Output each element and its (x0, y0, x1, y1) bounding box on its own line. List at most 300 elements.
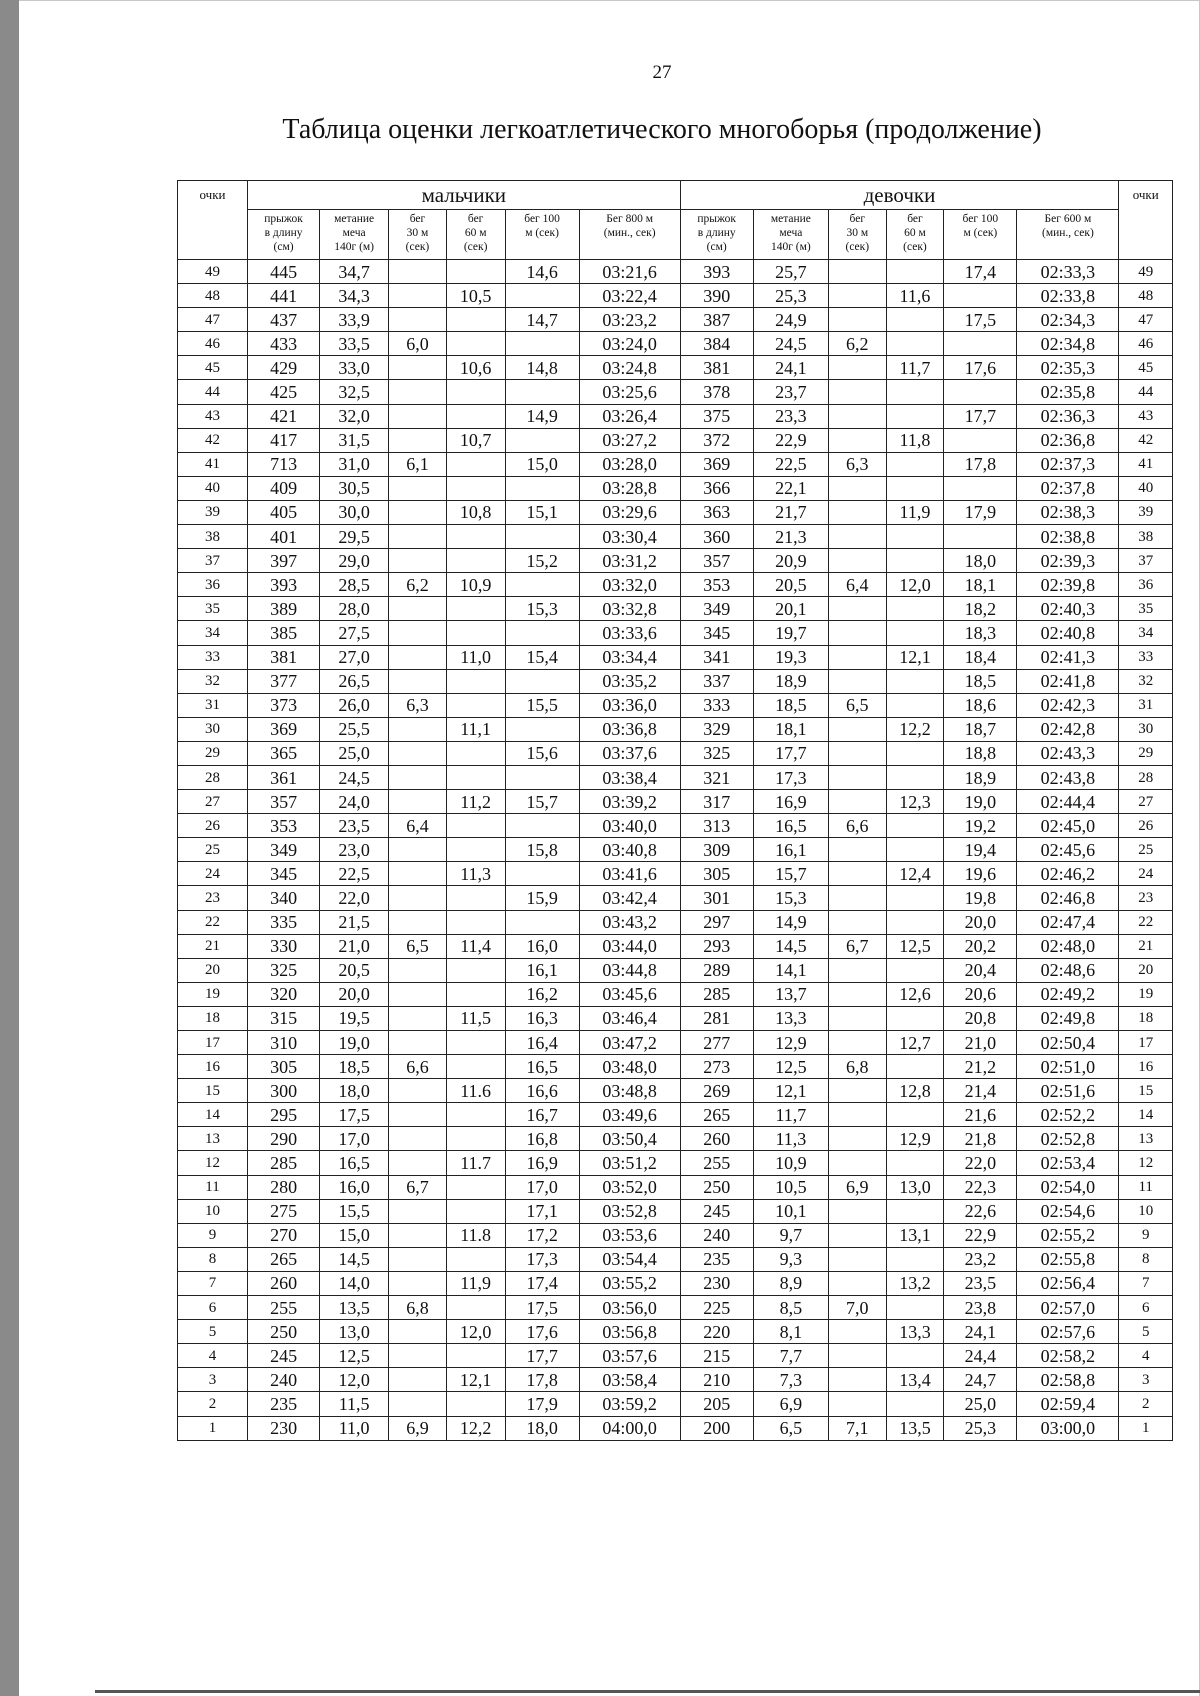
boys-run-30m (389, 476, 447, 500)
boys-run-60m (446, 982, 505, 1006)
boys-ball-throw: 33,9 (320, 308, 389, 332)
score-cell: 44 (1119, 380, 1173, 404)
girls-ball-throw: 7,7 (753, 1344, 828, 1368)
table-row (178, 1223, 1173, 1247)
score-cell: 18 (178, 1006, 248, 1030)
boys-run-100m: 16,8 (505, 1127, 579, 1151)
boys-run-800m: 03:27,2 (579, 428, 680, 452)
girls-run-60m (886, 765, 944, 789)
score-cell: 47 (1119, 308, 1173, 332)
girls-run-100m: 20,2 (944, 934, 1017, 958)
girls-run-30m (828, 790, 886, 814)
boys-long-jump: 401 (248, 525, 320, 549)
table-row (178, 1175, 1173, 1199)
girls-run-60m (886, 741, 944, 765)
score-cell: 39 (178, 500, 248, 524)
score-header-left: очки (178, 181, 248, 260)
girls-ball-throw: 11,7 (753, 1103, 828, 1127)
boys-run-800m: 03:35,2 (579, 669, 680, 693)
score-cell: 12 (178, 1151, 248, 1175)
girls-long-jump: 273 (680, 1055, 753, 1079)
boys-run-800m: 03:58,4 (579, 1368, 680, 1392)
girls-run-30m (828, 669, 886, 693)
table-row (178, 380, 1173, 404)
girls-ball-throw: 16,5 (753, 814, 828, 838)
boys-run-800m: 03:32,0 (579, 573, 680, 597)
girls-long-jump: 387 (680, 308, 753, 332)
column-header-line: м (сек) (963, 227, 998, 239)
girls-long-jump: 313 (680, 814, 753, 838)
column-header-line: 60 м (464, 227, 487, 239)
score-cell: 6 (178, 1296, 248, 1320)
boys-long-jump: 433 (248, 332, 320, 356)
girls-run-60m: 12,3 (886, 790, 944, 814)
girls-run-100m: 18,6 (944, 693, 1017, 717)
boys-run-100m: 15,8 (505, 838, 579, 862)
score-cell: 7 (178, 1271, 248, 1295)
score-cell: 33 (1119, 645, 1173, 669)
girls-ball-throw: 14,9 (753, 910, 828, 934)
boys-long-jump: 429 (248, 356, 320, 380)
score-cell: 2 (178, 1392, 248, 1416)
girls-run-100m: 18,9 (944, 765, 1017, 789)
boys-run-100m (505, 332, 579, 356)
boys-long-jump: 280 (248, 1175, 320, 1199)
score-cell: 26 (1119, 814, 1173, 838)
boys-long-jump: 369 (248, 717, 320, 741)
boys-long-jump: 255 (248, 1296, 320, 1320)
girls-run-600m: 02:38,3 (1017, 500, 1119, 524)
boys-long-jump: 310 (248, 1031, 320, 1055)
boys-run-60m (446, 1247, 505, 1271)
girls-run-30m (828, 1006, 886, 1030)
column-header-line: 30 м (406, 227, 429, 239)
girls-run-30m (828, 404, 886, 428)
girls-run-100m: 23,8 (944, 1296, 1017, 1320)
boys-run-100m: 16,2 (505, 982, 579, 1006)
girls-run-60m: 12,1 (886, 645, 944, 669)
boys-run-30m (389, 1006, 447, 1030)
score-cell: 17 (178, 1031, 248, 1055)
score-cell: 25 (178, 838, 248, 862)
boys-run-100m: 16,1 (505, 958, 579, 982)
girls-ball-throw: 14,1 (753, 958, 828, 982)
column-header-line: (см) (706, 241, 727, 253)
score-cell: 2 (1119, 1392, 1173, 1416)
girls-ball-throw: 7,3 (753, 1368, 828, 1392)
boys-run-60m (446, 260, 505, 284)
girls-run-30m (828, 910, 886, 934)
girls-run-100m: 25,3 (944, 1416, 1017, 1440)
column-header-line: меча (342, 227, 366, 239)
score-cell: 26 (178, 814, 248, 838)
score-cell: 48 (178, 284, 248, 308)
girls-run-600m: 02:48,6 (1017, 958, 1119, 982)
girls-run-30m (828, 1320, 886, 1344)
girls-run-600m: 02:45,6 (1017, 838, 1119, 862)
boys-run-800m: 04:00,0 (579, 1416, 680, 1440)
girls-run-30m: 6,6 (828, 814, 886, 838)
table-row (178, 741, 1173, 765)
girls-long-jump: 305 (680, 862, 753, 886)
girls-run-60m: 13,3 (886, 1320, 944, 1344)
column-subheaders (178, 210, 1173, 260)
scoring-table (177, 180, 1173, 1441)
score-cell: 5 (178, 1320, 248, 1344)
boys-ball-throw: 31,5 (320, 428, 389, 452)
boys-run-30m (389, 886, 447, 910)
girls-ball-throw: 20,5 (753, 573, 828, 597)
score-cell: 41 (178, 452, 248, 476)
score-cell: 10 (1119, 1199, 1173, 1223)
boys-ball-throw: 16,0 (320, 1175, 389, 1199)
boys-ball-throw: 31,0 (320, 452, 389, 476)
boys-run-100m: 15,9 (505, 886, 579, 910)
girls-run-30m (828, 1127, 886, 1151)
girls-ball-throw: 18,9 (753, 669, 828, 693)
column-header-line: бег 100 (962, 213, 999, 225)
girls-run-60m: 13,0 (886, 1175, 944, 1199)
girls-run-30m (828, 476, 886, 500)
boys-run-60m (446, 814, 505, 838)
boys-ball-throw: 14,5 (320, 1247, 389, 1271)
boys-long-jump: 445 (248, 260, 320, 284)
girls-run-100m: 21,0 (944, 1031, 1017, 1055)
boys-run-60m (446, 332, 505, 356)
table-row (178, 790, 1173, 814)
girls-long-jump: 353 (680, 573, 753, 597)
girls-run-30m: 6,8 (828, 1055, 886, 1079)
girls-run-100m: 17,8 (944, 452, 1017, 476)
score-cell: 34 (178, 621, 248, 645)
girls-run-100m: 18,2 (944, 597, 1017, 621)
girls-run-30m (828, 428, 886, 452)
girls-run-600m: 02:52,8 (1017, 1127, 1119, 1151)
score-cell: 27 (1119, 790, 1173, 814)
boys-ball-throw: 22,0 (320, 886, 389, 910)
girls-run-100m: 19,8 (944, 886, 1017, 910)
girls-run-600m: 02:57,0 (1017, 1296, 1119, 1320)
girls-run-60m: 11,6 (886, 284, 944, 308)
girls-run-600m: 02:40,3 (1017, 597, 1119, 621)
girls-run-30m (828, 1368, 886, 1392)
girls-run-60m: 12,0 (886, 573, 944, 597)
girls-run-30m (828, 1151, 886, 1175)
girls-run-600m: 02:57,6 (1017, 1320, 1119, 1344)
column-header-line: Бег 600 м (1044, 213, 1092, 225)
score-cell: 28 (178, 765, 248, 789)
girls-ball-throw: 6,9 (753, 1392, 828, 1416)
score-cell: 14 (178, 1103, 248, 1127)
score-cell: 9 (1119, 1223, 1173, 1247)
table-row (178, 1006, 1173, 1030)
girls-run-600m: 02:51,0 (1017, 1055, 1119, 1079)
boys-run-30m: 6,9 (389, 1416, 447, 1440)
boys-long-jump: 405 (248, 500, 320, 524)
column-header-line: бег (907, 213, 923, 225)
boys-long-jump: 441 (248, 284, 320, 308)
column-header-line: бег 100 (524, 213, 560, 225)
boys-run-60m: 12,1 (446, 1368, 505, 1392)
girls-long-jump: 363 (680, 500, 753, 524)
boys-run-30m (389, 669, 447, 693)
boys-long-jump: 417 (248, 428, 320, 452)
girls-column-header (680, 210, 753, 260)
score-cell: 42 (178, 428, 248, 452)
score-cell: 8 (1119, 1247, 1173, 1271)
girls-long-jump: 329 (680, 717, 753, 741)
table-row (178, 452, 1173, 476)
girls-run-60m (886, 621, 944, 645)
boys-long-jump: 235 (248, 1392, 320, 1416)
boys-run-30m (389, 1368, 447, 1392)
boys-ball-throw: 32,5 (320, 380, 389, 404)
score-cell: 47 (178, 308, 248, 332)
girls-long-jump: 309 (680, 838, 753, 862)
boys-long-jump: 340 (248, 886, 320, 910)
boys-run-30m (389, 862, 447, 886)
girls-run-60m: 11,8 (886, 428, 944, 452)
boys-run-30m: 6,5 (389, 934, 447, 958)
boys-run-60m (446, 910, 505, 934)
girls-run-60m (886, 1392, 944, 1416)
girls-run-600m: 02:59,4 (1017, 1392, 1119, 1416)
girls-long-jump: 220 (680, 1320, 753, 1344)
boys-run-60m (446, 1392, 505, 1416)
column-header-line: прыжок (697, 213, 737, 225)
boys-run-100m: 14,7 (505, 308, 579, 332)
girls-long-jump: 289 (680, 958, 753, 982)
girls-run-60m: 12,7 (886, 1031, 944, 1055)
girls-ball-throw: 22,9 (753, 428, 828, 452)
score-cell: 49 (178, 260, 248, 284)
girls-run-60m: 12,4 (886, 862, 944, 886)
boys-ball-throw: 19,5 (320, 1006, 389, 1030)
boys-run-30m (389, 549, 447, 573)
boys-run-100m: 15,7 (505, 790, 579, 814)
girls-run-60m (886, 886, 944, 910)
girls-run-600m: 02:44,4 (1017, 790, 1119, 814)
boys-ball-throw: 33,0 (320, 356, 389, 380)
girls-long-jump: 321 (680, 765, 753, 789)
boys-run-60m: 11.6 (446, 1079, 505, 1103)
girls-long-jump: 337 (680, 669, 753, 693)
girls-run-600m: 02:45,0 (1017, 814, 1119, 838)
scan-left-edge (0, 0, 19, 1696)
girls-long-jump: 215 (680, 1344, 753, 1368)
girls-run-60m (886, 404, 944, 428)
boys-run-800m: 03:40,8 (579, 838, 680, 862)
boys-run-100m (505, 814, 579, 838)
girls-run-600m: 02:33,8 (1017, 284, 1119, 308)
girls-ball-throw: 20,1 (753, 597, 828, 621)
boys-run-60m (446, 958, 505, 982)
score-cell: 21 (178, 934, 248, 958)
table-row (178, 573, 1173, 597)
girls-ball-throw: 10,5 (753, 1175, 828, 1199)
girls-run-100m: 17,4 (944, 260, 1017, 284)
boys-run-30m: 6,1 (389, 452, 447, 476)
girls-run-30m: 6,5 (828, 693, 886, 717)
girls-ball-throw: 8,1 (753, 1320, 828, 1344)
girls-run-600m: 03:00,0 (1017, 1416, 1119, 1440)
boys-ball-throw: 20,0 (320, 982, 389, 1006)
score-cell: 30 (178, 717, 248, 741)
boys-ball-throw: 12,0 (320, 1368, 389, 1392)
girls-run-60m: 11,7 (886, 356, 944, 380)
score-cell: 16 (1119, 1055, 1173, 1079)
boys-run-100m: 16,9 (505, 1151, 579, 1175)
boys-run-800m: 03:57,6 (579, 1344, 680, 1368)
girls-long-jump: 360 (680, 525, 753, 549)
girls-run-60m: 12,2 (886, 717, 944, 741)
girls-run-60m (886, 260, 944, 284)
table-row (178, 404, 1173, 428)
boys-column-header (248, 210, 320, 260)
boys-run-30m (389, 1031, 447, 1055)
boys-run-100m (505, 284, 579, 308)
score-cell: 20 (178, 958, 248, 982)
girls-run-60m (886, 814, 944, 838)
column-header-line: прыжок (264, 213, 303, 225)
table-row (178, 838, 1173, 862)
boys-run-100m (505, 765, 579, 789)
boys-run-60m (446, 308, 505, 332)
boys-run-60m: 11.7 (446, 1151, 505, 1175)
boys-long-jump: 377 (248, 669, 320, 693)
boys-run-100m: 15,4 (505, 645, 579, 669)
boys-run-800m: 03:45,6 (579, 982, 680, 1006)
girls-run-60m (886, 1006, 944, 1030)
boys-ball-throw: 28,5 (320, 573, 389, 597)
boys-run-800m: 03:29,6 (579, 500, 680, 524)
girls-long-jump: 277 (680, 1031, 753, 1055)
girls-ball-throw: 22,1 (753, 476, 828, 500)
girls-run-100m: 20,8 (944, 1006, 1017, 1030)
score-cell: 29 (1119, 741, 1173, 765)
boys-long-jump: 250 (248, 1320, 320, 1344)
boys-long-jump: 421 (248, 404, 320, 428)
girls-run-100m: 18,4 (944, 645, 1017, 669)
girls-run-60m (886, 1344, 944, 1368)
girls-long-jump: 301 (680, 886, 753, 910)
boys-run-800m: 03:26,4 (579, 404, 680, 428)
girls-long-jump: 341 (680, 645, 753, 669)
score-cell: 17 (1119, 1031, 1173, 1055)
girls-run-30m (828, 260, 886, 284)
boys-ball-throw: 21,5 (320, 910, 389, 934)
boys-long-jump: 230 (248, 1416, 320, 1440)
girls-run-100m: 21,2 (944, 1055, 1017, 1079)
boys-column-header (389, 210, 447, 260)
score-cell: 25 (1119, 838, 1173, 862)
boys-long-jump: 389 (248, 597, 320, 621)
girls-long-jump: 297 (680, 910, 753, 934)
boys-ball-throw: 23,0 (320, 838, 389, 862)
girls-long-jump: 384 (680, 332, 753, 356)
score-cell: 20 (1119, 958, 1173, 982)
boys-run-60m (446, 621, 505, 645)
girls-run-100m: 21,6 (944, 1103, 1017, 1127)
girls-run-60m: 13,1 (886, 1223, 944, 1247)
boys-ball-throw: 17,0 (320, 1127, 389, 1151)
girls-run-60m (886, 1296, 944, 1320)
girls-run-600m: 02:43,8 (1017, 765, 1119, 789)
girls-run-60m (886, 525, 944, 549)
score-cell: 15 (178, 1079, 248, 1103)
column-header-line: (сек) (463, 241, 488, 253)
scan-top-edge (19, 0, 1200, 1)
girls-run-600m: 02:40,8 (1017, 621, 1119, 645)
table-row (178, 1320, 1173, 1344)
girls-run-30m (828, 741, 886, 765)
girls-column-header (886, 210, 944, 260)
boys-long-jump: 713 (248, 452, 320, 476)
table-row (178, 717, 1173, 741)
boys-run-800m: 03:54,4 (579, 1247, 680, 1271)
score-cell: 30 (1119, 717, 1173, 741)
boys-run-60m (446, 1031, 505, 1055)
girls-ball-throw: 16,1 (753, 838, 828, 862)
boys-run-60m: 10,9 (446, 573, 505, 597)
boys-run-30m (389, 765, 447, 789)
table-row (178, 645, 1173, 669)
girls-long-jump: 240 (680, 1223, 753, 1247)
boys-ball-throw: 24,5 (320, 765, 389, 789)
girls-run-60m: 13,4 (886, 1368, 944, 1392)
boys-run-30m (389, 1344, 447, 1368)
column-header-line: в длину (264, 227, 303, 239)
table-row (178, 1199, 1173, 1223)
boys-long-jump: 345 (248, 862, 320, 886)
table-row (178, 1103, 1173, 1127)
boys-ball-throw: 26,5 (320, 669, 389, 693)
table-body (178, 260, 1173, 1441)
girls-ball-throw: 24,5 (753, 332, 828, 356)
girls-run-60m: 11,9 (886, 500, 944, 524)
girls-run-100m: 18,1 (944, 573, 1017, 597)
boys-run-30m (389, 428, 447, 452)
boys-run-800m: 03:36,0 (579, 693, 680, 717)
girls-run-60m: 12,6 (886, 982, 944, 1006)
boys-run-100m (505, 380, 579, 404)
column-header-line: метание (334, 213, 375, 225)
table-row (178, 1031, 1173, 1055)
girls-run-100m: 17,5 (944, 308, 1017, 332)
girls-run-600m: 02:41,3 (1017, 645, 1119, 669)
girls-run-100m: 21,8 (944, 1127, 1017, 1151)
table-row (178, 1151, 1173, 1175)
column-header-line: Бег 800 м (606, 213, 653, 225)
boys-run-100m: 16,0 (505, 934, 579, 958)
boys-run-30m: 6,6 (389, 1055, 447, 1079)
girls-run-600m: 02:36,8 (1017, 428, 1119, 452)
girls-run-30m: 6,2 (828, 332, 886, 356)
score-cell: 4 (178, 1344, 248, 1368)
score-cell: 19 (178, 982, 248, 1006)
boys-run-800m: 03:47,2 (579, 1031, 680, 1055)
girls-run-30m (828, 597, 886, 621)
girls-run-30m: 6,4 (828, 573, 886, 597)
boys-run-60m (446, 1344, 505, 1368)
girls-ball-throw: 12,9 (753, 1031, 828, 1055)
girls-column-header (753, 210, 828, 260)
column-header-line: (мин., сек) (1041, 227, 1094, 239)
girls-long-jump: 205 (680, 1392, 753, 1416)
column-header-line: 140г (м) (334, 241, 375, 253)
boys-run-800m: 03:21,6 (579, 260, 680, 284)
column-header-line: (сек) (845, 241, 870, 253)
